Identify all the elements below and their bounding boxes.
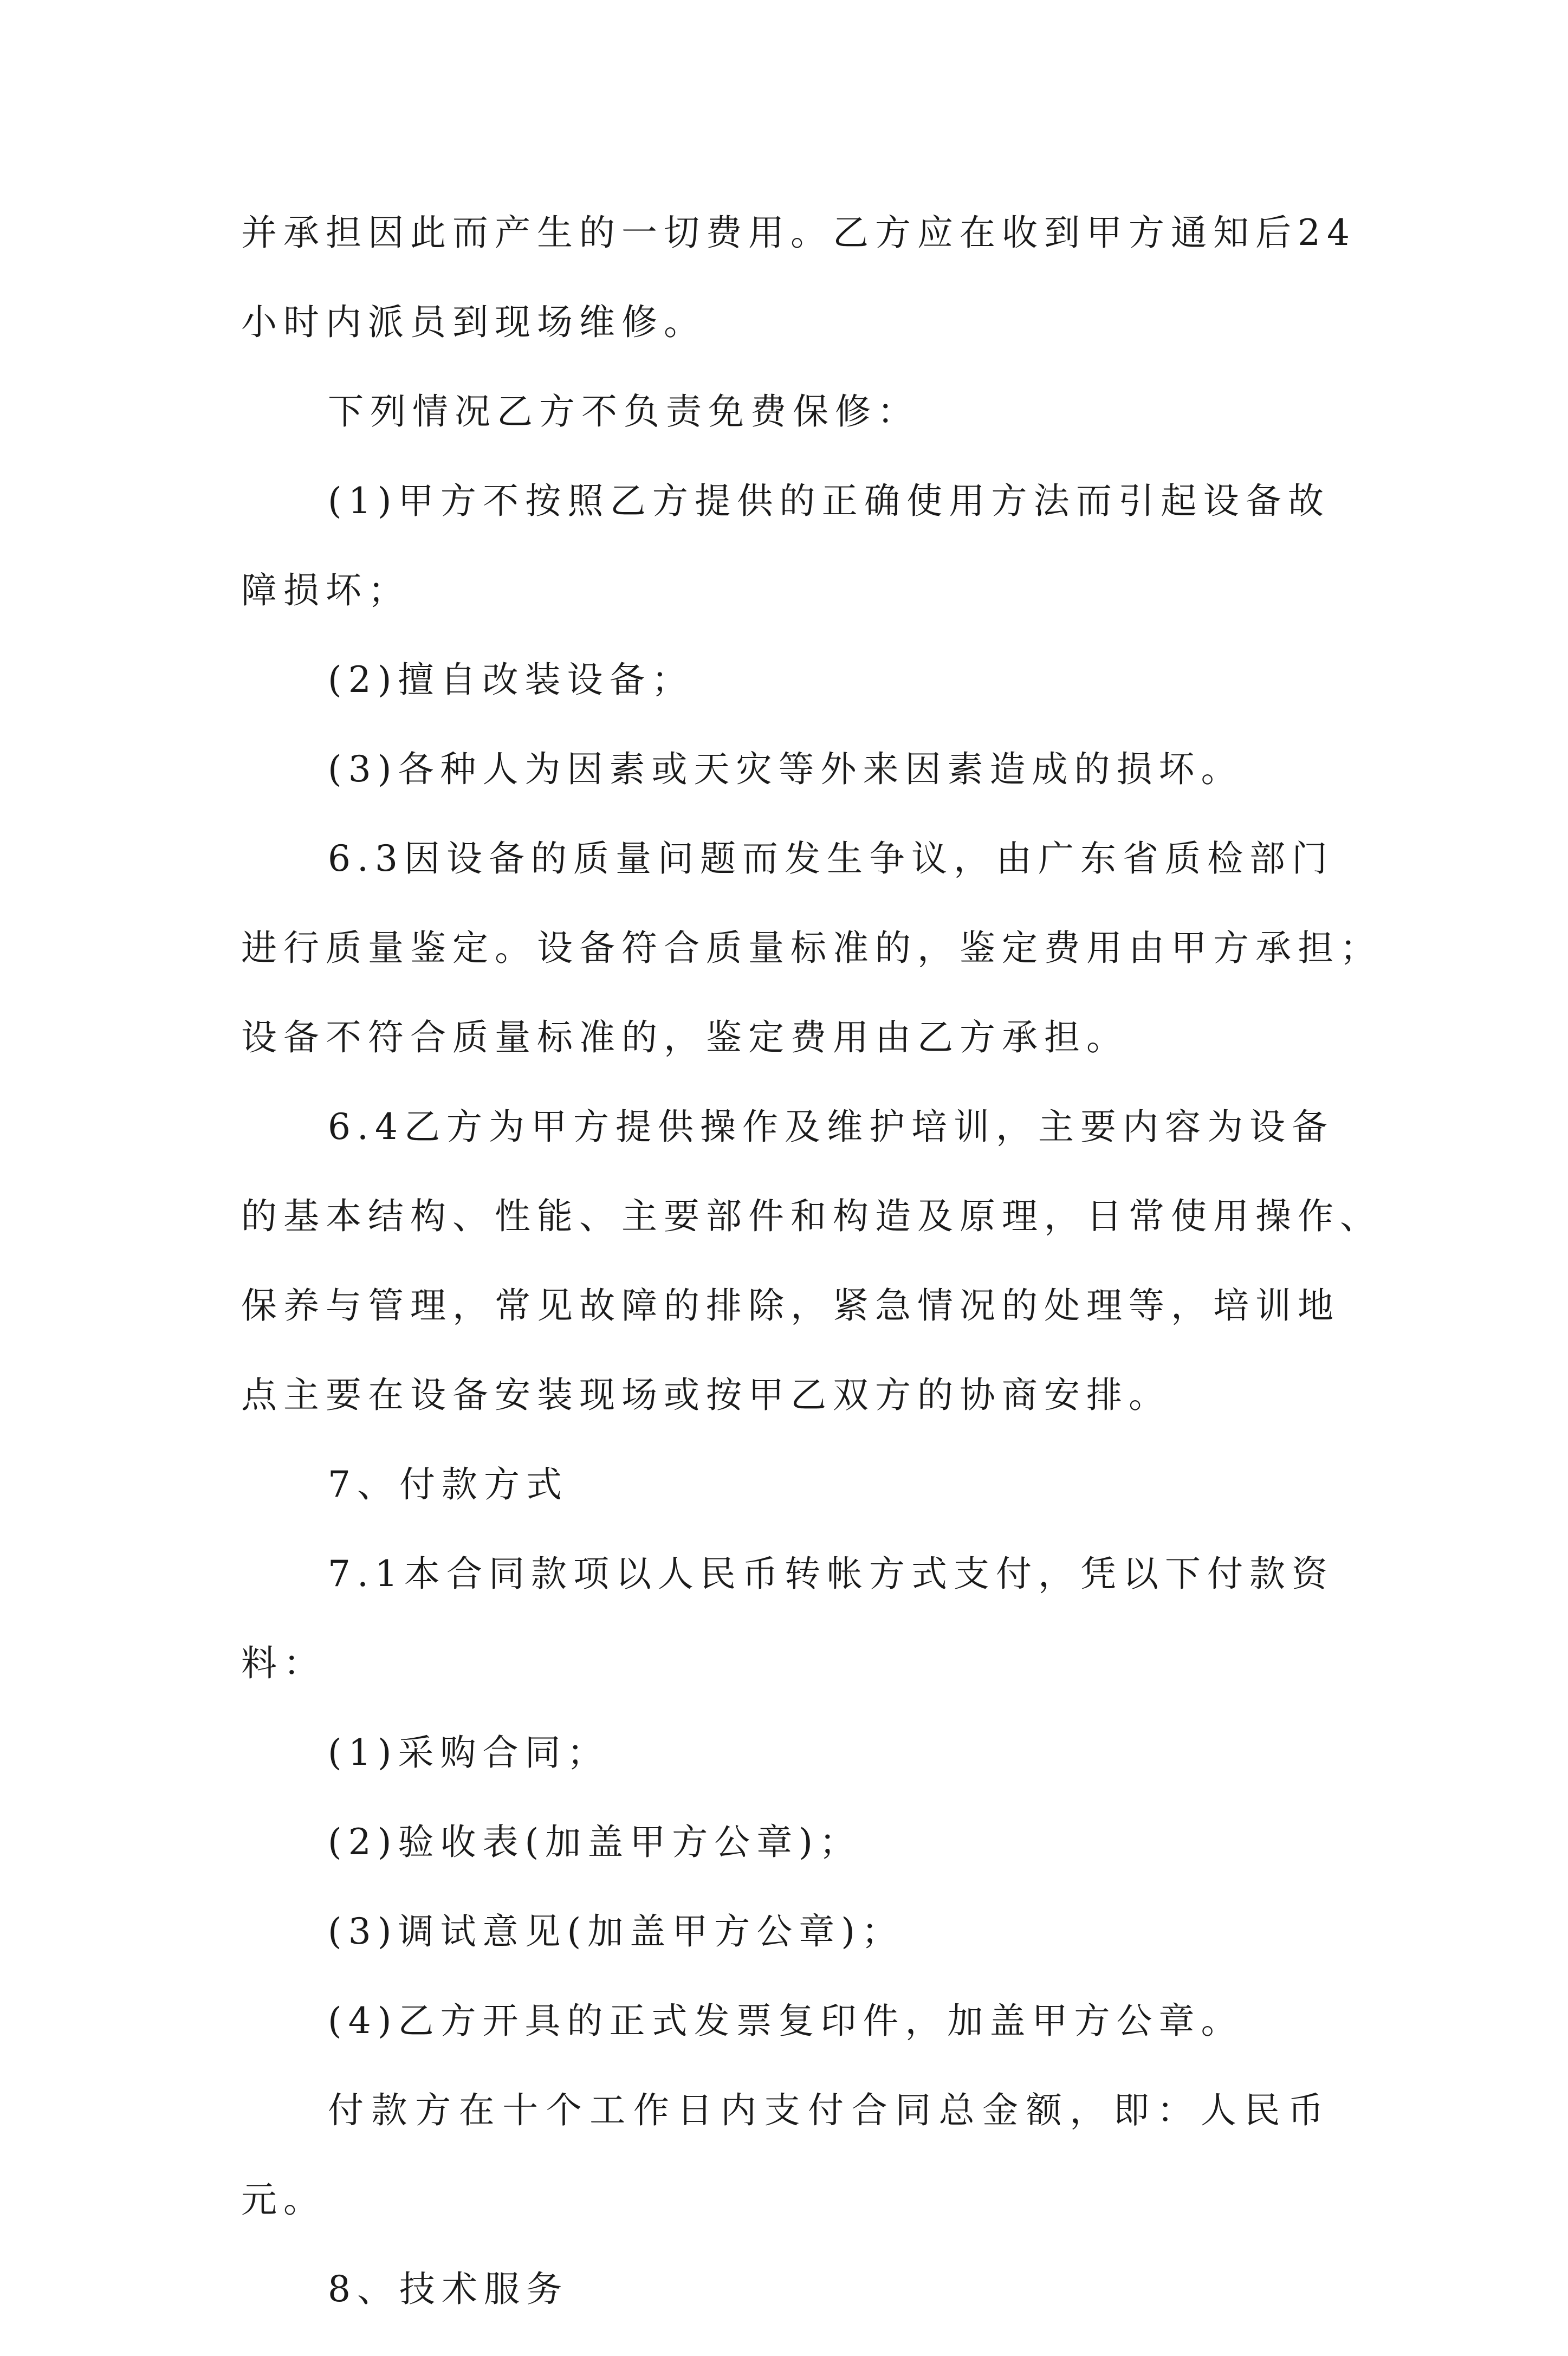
text-line: 点主要在设备安装现场或按甲乙双方的协商安排。	[241, 1374, 1171, 1416]
section-heading: 8、技术服务	[328, 2268, 568, 2310]
text-line: 设备不符合质量标准的，鉴定费用由乙方承担。	[241, 1017, 1129, 1058]
text-line: 障损坏；	[241, 569, 410, 611]
list-item: (1)采购合同；	[328, 1732, 610, 1774]
text-line: 并承担因此而产生的一切费用。乙方应在收到甲方通知后24	[241, 212, 1356, 254]
list-item: (2)验收表(加盖甲方公章)；	[328, 1821, 861, 1863]
list-item: (4)乙方开具的正式发票复印件，加盖甲方公章。	[328, 2000, 1243, 2042]
text-line: (3)各种人为因素或天灾等外来因素造成的损坏。	[328, 748, 1243, 790]
text-line: 进行质量鉴定。设备符合质量标准的，鉴定费用由甲方承担；	[241, 927, 1382, 969]
text-line: 小时内派员到现场维修。	[241, 301, 706, 343]
section-heading: 7、付款方式	[328, 1464, 568, 1505]
text-line: 6.3因设备的质量问题而发生争议，由广东省质检部门	[328, 838, 1334, 879]
text-line: 付款方在十个工作日内支付合同总金额，即：人民币	[328, 2089, 1330, 2131]
text-line: 保养与管理，常见故障的排除，紧急情况的处理等，培训地	[241, 1285, 1340, 1326]
text-line: 下列情况乙方不负责免费保修：	[328, 391, 919, 432]
text-line: 元。	[241, 2179, 326, 2221]
document-body	[241, 210, 1382, 2356]
text-line: 料：	[241, 1642, 326, 1684]
list-item: (3)调试意见(加盖甲方公章)；	[328, 1911, 904, 1952]
text-line: (1)甲方不按照乙方提供的正确使用方法而引起设备故	[328, 480, 1330, 522]
text-line: 的基本结构、性能、主要部件和构造及原理，日常使用操作、	[241, 1195, 1382, 1237]
text-line: 7.1本合同款项以人民币转帐方式支付，凭以下付款资	[328, 1553, 1334, 1595]
text-line: 6.4乙方为甲方提供操作及维护培训，主要内容为设备	[328, 1106, 1334, 1148]
text-line: (2)擅自改装设备；	[328, 659, 694, 701]
